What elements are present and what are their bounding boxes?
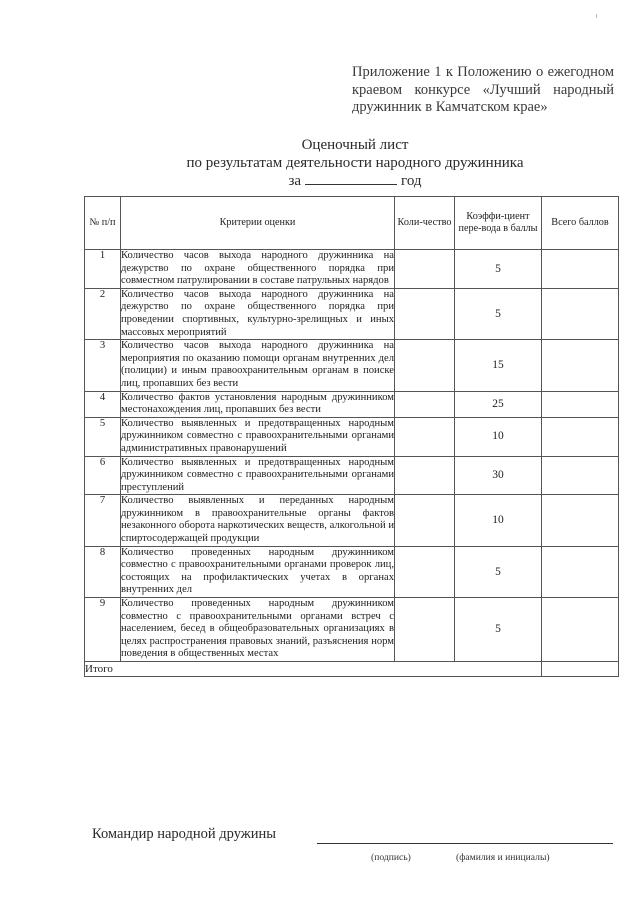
signer-label: Командир народной дружины <box>92 826 277 842</box>
table-row <box>85 598 619 662</box>
header-total: Всего баллов <box>542 197 619 250</box>
row-qty-cell[interactable] <box>395 250 455 289</box>
row-coef: 10 <box>455 495 542 546</box>
row-coef: 25 <box>455 391 542 417</box>
row-total-cell[interactable] <box>542 495 619 546</box>
row-num: 6 <box>85 456 121 495</box>
header-qty: Коли-чество <box>395 197 455 250</box>
row-total-cell[interactable] <box>542 417 619 456</box>
row-total-cell[interactable] <box>542 340 619 391</box>
year-blank <box>305 172 397 185</box>
total-row <box>85 662 619 677</box>
row-total-cell[interactable] <box>542 456 619 495</box>
total-label: Итого <box>85 662 542 677</box>
row-coef: 5 <box>455 598 542 662</box>
row-qty-cell[interactable] <box>395 456 455 495</box>
caption-name: (фамилия и инициалы) <box>456 852 550 863</box>
document-title <box>0 137 640 191</box>
title-line-3 <box>0 172 640 191</box>
table-row <box>85 546 619 597</box>
row-num: 8 <box>85 546 121 597</box>
row-num: 1 <box>85 250 121 289</box>
row-criteria: Количество проведенных народным дружинником совместно с правоохранительными органами проверок лиц, состоящих на профилактических учетах в органах внутренних дел <box>121 546 395 597</box>
row-criteria: Количество выявленных и предотвращенных народным дружинником совместно с правоохранительными органами административных правонарушений <box>121 417 395 456</box>
row-num: 5 <box>85 417 121 456</box>
row-num: 3 <box>85 340 121 391</box>
row-total-cell[interactable] <box>542 391 619 417</box>
row-coef: 10 <box>455 417 542 456</box>
table-row <box>85 456 619 495</box>
row-criteria: Количество фактов установления народным дружинником местонахождения лиц, пропавших без вести <box>121 391 395 417</box>
row-coef: 5 <box>455 546 542 597</box>
row-qty-cell[interactable] <box>395 495 455 546</box>
row-total-cell[interactable] <box>542 250 619 289</box>
table-row <box>85 288 619 339</box>
scan-speck <box>596 14 597 18</box>
title-line-1: Оценочный лист <box>301 137 409 153</box>
row-qty-cell[interactable] <box>395 546 455 597</box>
row-qty-cell[interactable] <box>395 598 455 662</box>
signature-line[interactable] <box>317 843 613 844</box>
evaluation-table <box>84 196 619 677</box>
row-coef: 30 <box>455 456 542 495</box>
row-coef: 15 <box>455 340 542 391</box>
row-criteria: Количество проведенных народным дружинником совместно с правоохранительными органами встреч с населением, бесед в общеобразовательных организациях в целях распространения правовых знаний, разъяснения норм поведения в общественных местах <box>121 598 395 662</box>
row-total-cell[interactable] <box>542 598 619 662</box>
header-coef: Коэффи-циент пере-вода в баллы <box>455 197 542 250</box>
total-value-cell[interactable] <box>542 662 619 677</box>
table-row <box>85 417 619 456</box>
row-coef: 5 <box>455 288 542 339</box>
row-total-cell[interactable] <box>542 546 619 597</box>
row-qty-cell[interactable] <box>395 340 455 391</box>
table-row <box>85 250 619 289</box>
row-coef: 5 <box>455 250 542 289</box>
row-criteria: Количество часов выхода народного дружинника на мероприятия по оказанию помощи органам внутренних дел (полиции) и иным правоохранительным органам в поиске лиц, пропавших без вести <box>121 340 395 391</box>
row-criteria: Количество выявленных и переданных народным дружинником в правоохранительные органы фактов незаконного оборота наркотических веществ, алкогольной и спиртосодержащей продукции <box>121 495 395 546</box>
row-total-cell[interactable] <box>542 288 619 339</box>
table-row <box>85 340 619 391</box>
row-num: 4 <box>85 391 121 417</box>
table-row <box>85 391 619 417</box>
header-criteria: Критерии оценки <box>121 197 395 250</box>
row-criteria: Количество часов выхода народного дружинника на дежурство по охране общественного порядка при проведении спортивных, культурно-зрелищных и иных массовых мероприятий <box>121 288 395 339</box>
row-num: 7 <box>85 495 121 546</box>
row-qty-cell[interactable] <box>395 288 455 339</box>
row-qty-cell[interactable] <box>395 417 455 456</box>
row-qty-cell[interactable] <box>395 391 455 417</box>
row-num: 9 <box>85 598 121 662</box>
header-num: № п/п <box>85 197 121 250</box>
title-prefix: за <box>288 173 302 189</box>
appendix-note: Приложение 1 к Положению о ежегодном краевом конкурсе «Лучший народный дружинник в Камчатском крае» <box>352 64 614 115</box>
row-criteria: Количество выявленных и предотвращенных народным дружинником совместно с правоохранительными органами преступлений <box>121 456 395 495</box>
title-line-2: по результатам деятельности народного дружинника <box>186 154 524 171</box>
row-criteria: Количество часов выхода народного дружинника на дежурство по охране общественного порядка при совместном патрулировании в составе патрульных нарядов <box>121 250 395 289</box>
table-row <box>85 495 619 546</box>
row-num: 2 <box>85 288 121 339</box>
title-suffix: год <box>401 173 422 189</box>
caption-signature: (подпись) <box>371 852 411 863</box>
table-header-row <box>85 197 619 250</box>
